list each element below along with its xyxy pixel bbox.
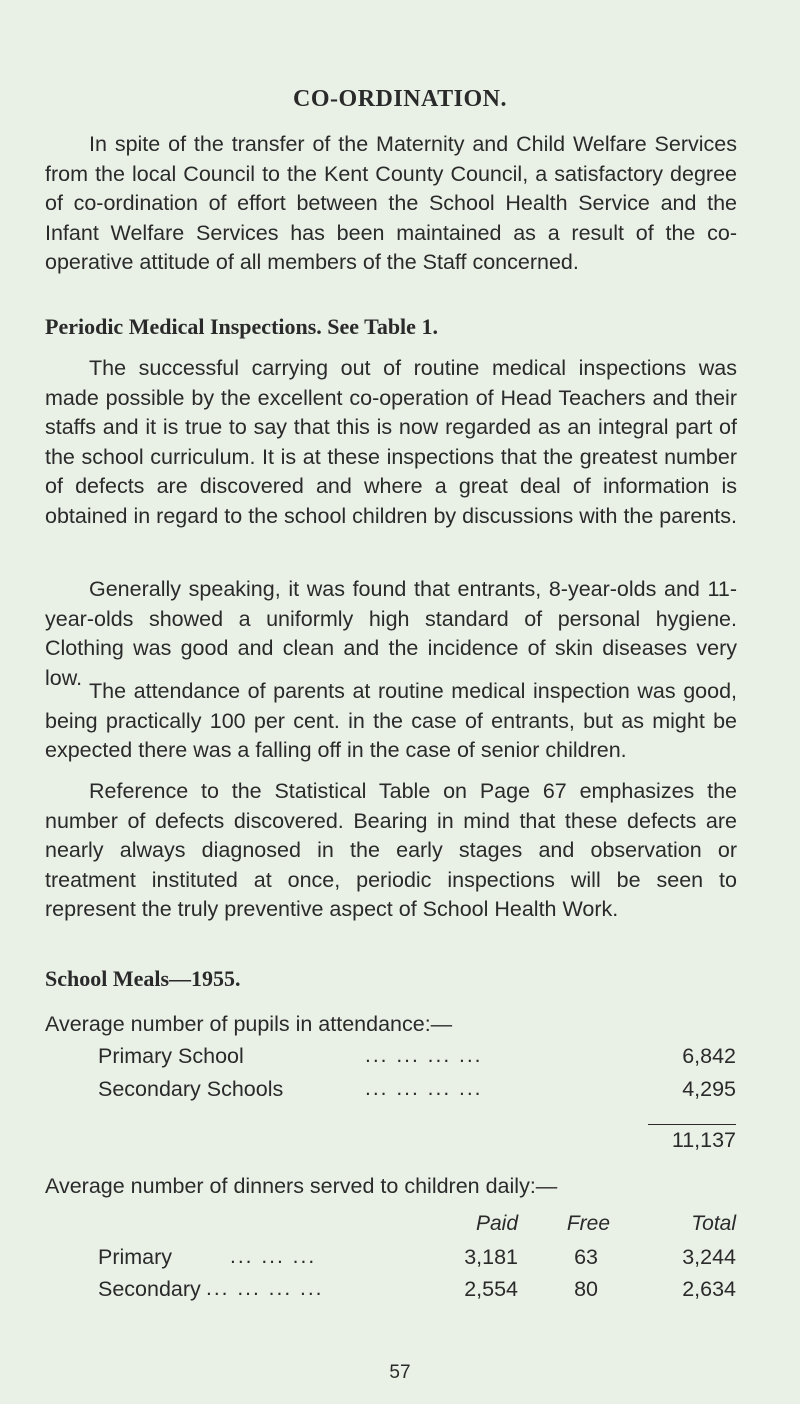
attendance-total: 11,137	[671, 1128, 736, 1152]
leader-dots: ... ... ... ...	[206, 1277, 324, 1300]
attendance-row-label: Secondary Schools	[98, 1077, 284, 1101]
pmi-paragraph-2: Generally speaking, it was found that entrants, 8-year-olds and 11-year-olds showed a uniformly high standard of personal hygiene. Clothing was good and clean and the incidence of skin diseases very low.	[45, 577, 737, 690]
meals-heading: School Meals—1955.	[45, 966, 241, 991]
dinners-row-total: 3,244	[682, 1245, 736, 1269]
dinners-row-label: Secondary	[98, 1277, 201, 1301]
pmi-heading: Periodic Medical Inspections. See Table 1.	[45, 314, 438, 339]
leader-dots: ... ... ... ...	[365, 1077, 483, 1100]
pmi-paragraph-4: Reference to the Statistical Table on Page 67 emphasizes the number of defects discovered. Bearing in mind that these defects are nearly always diagnosed in the early stages and observation or treatment instituted at once, periodic inspections will be seen to represent the truly preventive aspect of School Health Work.	[45, 779, 737, 921]
page-number: 57	[389, 1362, 411, 1383]
leader-dots: ... ... ... ...	[365, 1044, 483, 1067]
attendance-row-value: 6,842	[682, 1044, 736, 1068]
attendance-row-label: Primary School	[98, 1044, 244, 1068]
dinners-row-free: 80	[574, 1277, 598, 1301]
page-title: CO-ORDINATION.	[293, 86, 507, 112]
pmi-paragraph-1: The successful carrying out of routine medical inspections was made possible by the excellent co-operation of Head Teachers and their staffs and it is true to say that this is now regarded as an integral part of the school curriculum. It is at these inspections that the greatest number of defects are discovered and where a great deal of information is obtained in regard to the school children by discussions with the parents.	[45, 356, 737, 528]
pmi-paragraph-3: The attendance of parents at routine medical inspection was good, being practically 100 per cent. in the case of entrants, but as might be expected there was a falling off in the case of senior children.	[45, 679, 737, 762]
attendance-row-value: 4,295	[682, 1077, 736, 1101]
dinners-row-paid: 3,181	[464, 1245, 518, 1269]
dinners-label: Average number of dinners served to children daily:—	[45, 1174, 558, 1198]
column-header-total: Total	[691, 1212, 736, 1235]
dinners-row-total: 2,634	[682, 1277, 736, 1301]
leader-dots: ... ... ...	[230, 1245, 317, 1268]
attendance-label: Average number of pupils in attendance:—	[45, 1012, 453, 1036]
dinners-row-free: 63	[574, 1245, 598, 1269]
dinners-row-paid: 2,554	[464, 1277, 518, 1301]
column-header-free: Free	[566, 1212, 610, 1235]
intro-paragraph: In spite of the transfer of the Maternity and Child Welfare Services from the local Council to the Kent County Council, a satisfactory degree of co-ordination of effort between the School Health Service and the Infant Welfare Services has been maintained as a result of the co-operative attitude of all members of the Staff concerned.	[45, 132, 737, 274]
column-header-paid: Paid	[475, 1212, 518, 1235]
total-rule	[648, 1124, 736, 1125]
dinners-row-label: Primary	[98, 1245, 173, 1269]
